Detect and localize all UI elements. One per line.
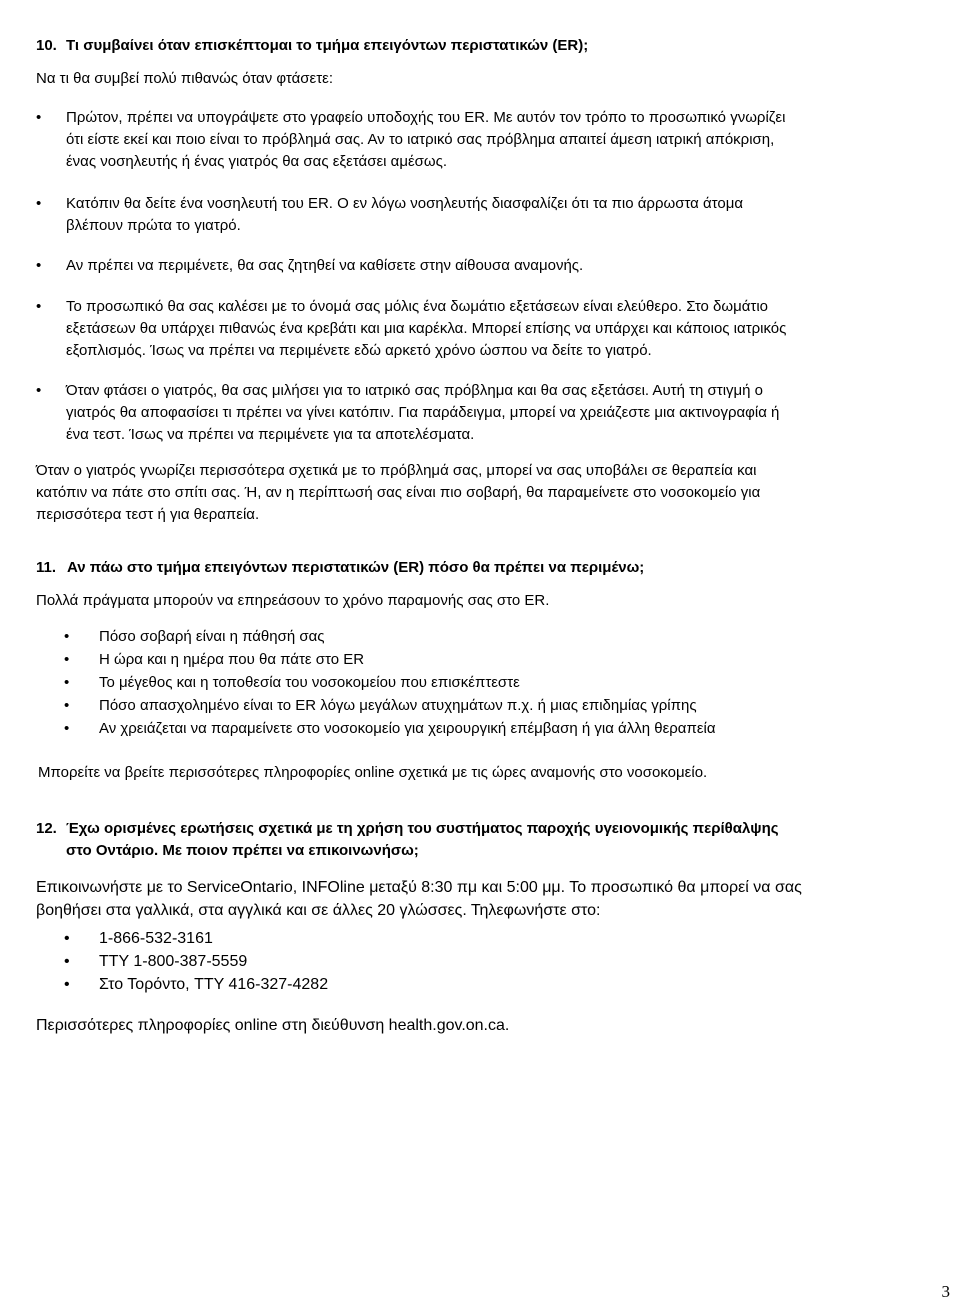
text-line: εξετάσεων θα υπάρχει πιθανώς ένα κρεβάτι και μια καρέκλα. Μπορεί επίσης να υπάρχει και κάποιος ιατρικός: [66, 320, 787, 337]
text-line: Όταν ο γιατρός γνωρίζει περισσότερα σχετικά με το πρόβλημά σας, μπορεί να σας υποβάλει σε θεραπεία και: [36, 462, 757, 479]
section-11-intro: Πολλά πράγματα μπορούν να επηρεάσουν το χρόνο παραμονής σας στο ER.: [36, 592, 550, 609]
phone-number: 1-866-532-3161: [99, 930, 213, 947]
text-line: περισσότερα τεστ ή για θεραπεία.: [36, 506, 260, 523]
section-12-intro: [36, 876, 936, 922]
text-line: Κατόπιν θα δείτε ένα νοσηλευτή του ER. Ο εν λόγω νοσηλευτής διασφαλίζει ότι τα πιο άρρωστα άτομα: [66, 195, 744, 212]
list-item-text: Πόσο απασχολημένο είναι το ER λόγω μεγάλων ατυχημάτων π.χ. ή μιας επιδημίας γρίπης: [99, 697, 697, 714]
text-line: Επικοινωνήστε με το ServiceOntario, INFOline μεταξύ 8:30 πμ και 5:00 μμ. Το προσωπικό θα μπορεί να σας: [36, 879, 802, 896]
bullet-icon: •: [64, 697, 70, 714]
list-item-text: Η ώρα και η ημέρα που θα πάτε στο ER: [99, 651, 365, 668]
text-line: βλέπουν πρώτα το γιατρό.: [66, 217, 241, 234]
bullet-icon: •: [64, 953, 70, 970]
section-12-closing: Περισσότερες πληροφορίες online στη διεύθυνση health.gov.on.ca.: [36, 1017, 510, 1034]
section-10-heading: [36, 35, 936, 57]
section-title: Αν πάω στο τμήμα επειγόντων περιστατικών (ER) πόσο θα πρέπει να περιμένω;: [67, 559, 645, 576]
phone-number: Στο Τορόντο, TTY 416-327-4282: [99, 976, 329, 993]
text-line: Πρώτον, πρέπει να υπογράψετε στο γραφείο υποδοχής του ER. Με αυτόν τον τρόπο το προσωπικό γνωρίζει: [66, 109, 786, 126]
section-12-heading: [36, 818, 936, 864]
text-line: κατόπιν να πάτε στο σπίτι σας. Ή, αν η περίπτωσή σας είναι πιο σοβαρή, θα παραμείνετε στο νοσοκομείο για: [36, 484, 761, 501]
text-line: βοηθήσει στα γαλλικά, στα αγγλικά και σε άλλες 20 γλώσσες. Τηλεφωνήστε στο:: [36, 902, 601, 919]
text-line: Το προσωπικό θα σας καλέσει με το όνομά σας μόλις ένα δωμάτιο εξετάσεων είναι ελεύθερο. Στο δωμάτιο: [66, 298, 769, 315]
section-number: 11.: [36, 559, 57, 576]
bullet-icon: •: [36, 298, 42, 315]
phone-number: TTY 1-800-387-5559: [99, 953, 248, 970]
section-11-closing: Μπορείτε να βρείτε περισσότερες πληροφορίες online σχετικά με τις ώρες αναμονής στο νοσοκομείο.: [38, 764, 708, 781]
text-line: ότι είστε εκεί και ποιο είναι το πρόβλημά σας. Αν το ιατρικό σας πρόβλημα απαιτεί άμεση ιατρική απόκριση,: [66, 131, 775, 148]
bullet-icon: •: [36, 195, 42, 212]
text-line: ένα τεστ. Ίσως να πρέπει να περιμένετε για τα αποτελέσματα.: [66, 426, 475, 443]
section-10-intro: Να τι θα συμβεί πολύ πιθανώς όταν φτάσετε:: [36, 70, 334, 87]
list-item-text: Πόσο σοβαρή είναι η πάθησή σας: [99, 628, 325, 645]
text-line: ένας νοσηλευτής ή ένας γιατρός θα σας εξετάσει αμέσως.: [66, 153, 448, 170]
section-10-closing: [36, 460, 936, 526]
page-number: 3: [941, 1282, 950, 1301]
bullet-icon: •: [64, 628, 70, 645]
bullet-icon: •: [64, 930, 70, 947]
section-11-heading: [36, 557, 936, 579]
bullet-icon: •: [36, 109, 42, 126]
text-line: Αν πρέπει να περιμένετε, θα σας ζητηθεί να καθίσετε στην αίθουσα αναμονής.: [66, 257, 584, 274]
text-line: γιατρός θα αποφασίσει τι πρέπει να γίνει κατόπιν. Για παράδειγμα, μπορεί να χρειάζεστε μια ακτινογραφία ή: [66, 404, 780, 421]
text-line: εξοπλισμός. Ίσως να πρέπει να περιμένετε εδώ αρκετό χρόνο ώσπου να δείτε το γιατρό.: [66, 342, 652, 359]
bullet-icon: •: [36, 257, 42, 274]
bullet-icon: •: [64, 976, 70, 993]
text-line: Όταν φτάσει ο γιατρός, θα σας μιλήσει για το ιατρικό σας πρόβλημα και θα σας εξετάσει. Αυτή τη στιγμή ο: [66, 382, 764, 399]
bullet-icon: •: [64, 720, 70, 737]
section-number: 12.: [36, 820, 57, 837]
section-title-line: Έχω ορισμένες ερωτήσεις σχετικά με τη χρήση του συστήματος παροχής υγειονομικής περίθαλψης: [66, 820, 779, 837]
list-item-text: Αν χρειάζεται να παραμείνετε στο νοσοκομείο για χειρουργική επέμβαση ή για άλλη θεραπεία: [99, 720, 716, 737]
bullet-icon: •: [64, 674, 70, 691]
bullet-icon: •: [36, 382, 42, 399]
section-title-line: στο Οντάριο. Με ποιον πρέπει να επικοινωνήσω;: [66, 842, 419, 859]
section-number: 10.: [36, 37, 57, 54]
section-title: Τι συμβαίνει όταν επισκέπτομαι το τμήμα επειγόντων περιστατικών (ER);: [66, 37, 589, 54]
bullet-icon: •: [64, 651, 70, 668]
list-item-text: Το μέγεθος και η τοποθεσία του νοσοκομείου που επισκέπτεστε: [99, 674, 520, 691]
